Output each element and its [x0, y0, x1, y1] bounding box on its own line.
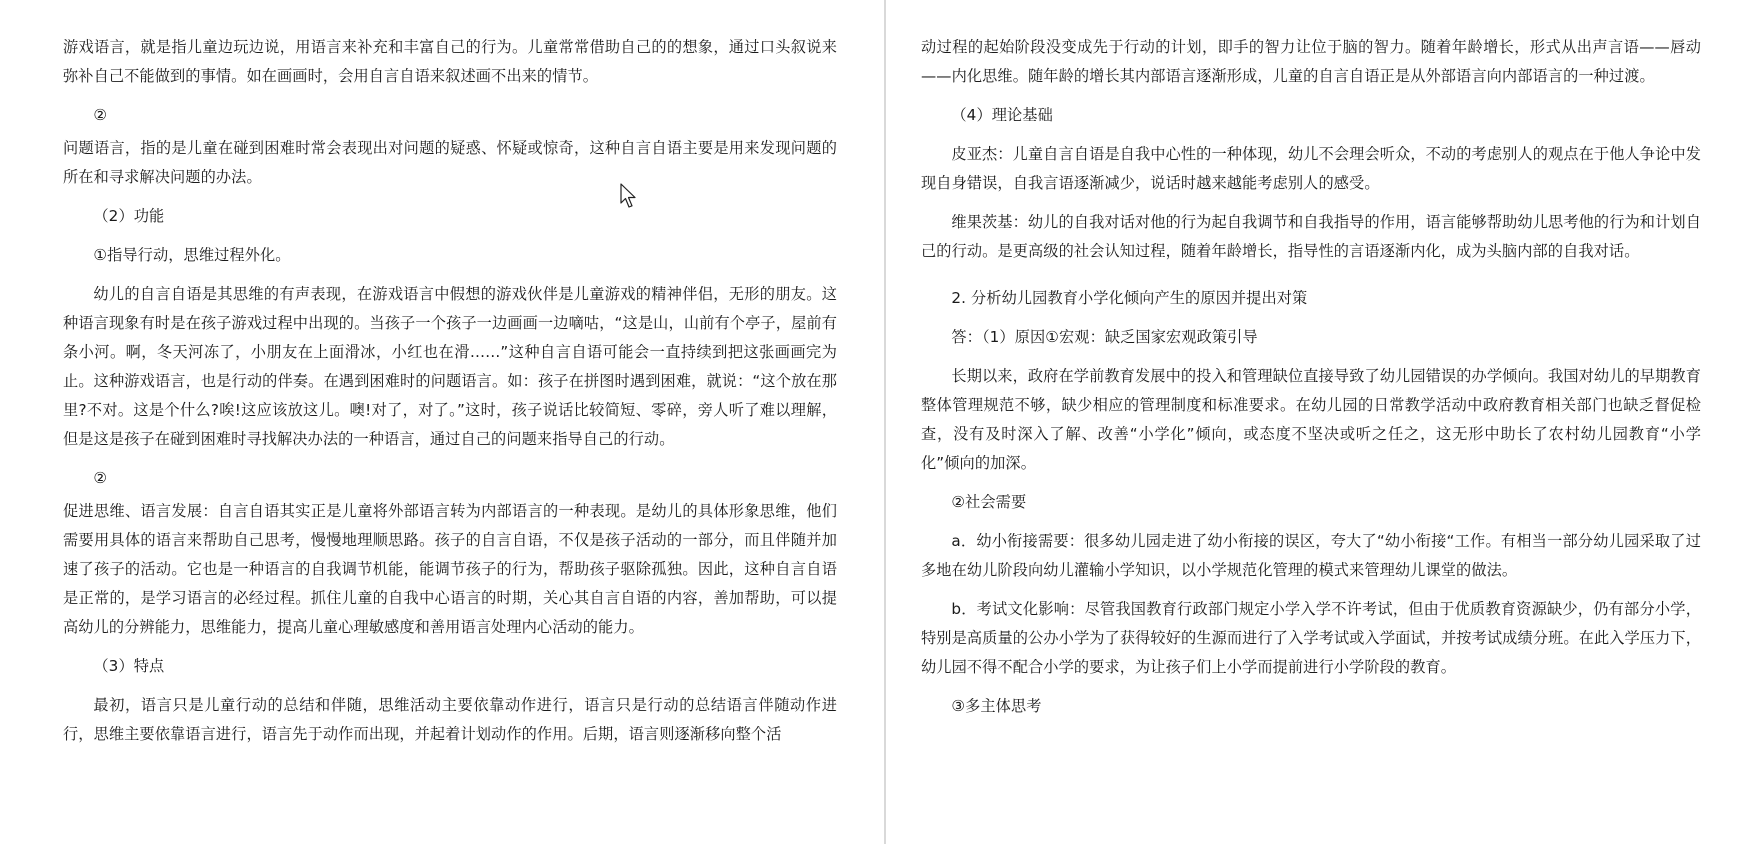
- paragraph-promote-thinking: 促进思维、语言发展：自言自语其实正是儿童将外部语言转为内部语言的一种表现。是幼儿的具体形象思维，他们需要用具体的语言来帮助自己思考，慢慢地理顺思路。孩子的自言自语，不仅是孩子活动的一部分，而且伴随并加速了孩子的活动。它也是一种语言的自我调节机能，能调节孩子的行为，帮助孩子驱除孤独。因此，这种自言自语是正常的，是学习语言的必经过程。抓住儿童的自我中心语言的时期，关心其自言自语的内容，善加帮助，可以提高幼儿的分辨能力，思维能力，提高儿童心理敏感度和善用语言处理内心活动的能力。: [63, 502, 837, 636]
- subheading-guide-action: ①指导行动，思维过程外化。: [93, 246, 291, 264]
- list-marker: ②: [93, 106, 108, 124]
- paragraph-government-policy: 长期以来，政府在学前教育发展中的投入和管理缺位直接导致了幼儿园错误的办学倾向。我国对幼儿的早期教育整体管理规范不够，缺少相应的管理制度和标准要求。在幼儿园的日常教学活动中政府教育相关部门也缺乏督促检查，没有及时深入了解、改善“小学化”倾向，或态度不坚决或听之任之，这无形中助长了农村幼儿园教育“小学化”倾向的加深。: [921, 367, 1701, 472]
- paragraph-self-talk-expression: 幼儿的自言自语是其思维的有声表现，在游戏语言中假想的游戏伙伴是儿童游戏的精神伴侣，无形的朋友。这种语言现象有时是在孩子游戏过程中出现的。当孩子一个孩子一边画画一边嘀咕，“这是山，山前有个亭子，屋前有条小河。啊，冬天河冻了，小朋友在上面滑冰，小红也在滑……”这种自言自语可能会一直持续到把这张画画完为止。这种游戏语言，也是行动的伴奏。在遇到困难时的问题语言。如：孩子在拼图时遇到困难，就说：“这个放在那里?不对。这是个什么?唉!这应该放这儿。噢!对了，对了。”这时，孩子说话比较简短、零碎，旁人听了难以理解，但是这是孩子在碰到困难时寻找解决办法的一种语言，通过自己的问题来指导自己的行动。: [63, 285, 837, 448]
- subheading-social-needs: ②社会需要: [951, 493, 1027, 511]
- paragraph-activity-planning: 动过程的起始阶段没变成先于行动的计划，即手的智力让位于脑的智力。随着年龄增长，形式从出声言语——唇动——内化思维。随年龄的增长其内部语言逐渐形成，儿童的自言自语正是从外部语言向内部语言的一种过渡。: [921, 38, 1701, 85]
- document-page-right: [886, 0, 1760, 844]
- paragraph-piaget: 皮亚杰：儿童自言自语是自我中心性的一种体现，幼儿不会理会听众，不动的考虑别人的观点在于他人争论中发现自身错误，自我言语逐渐减少，说话时越来越能考虑别人的感受。: [921, 145, 1701, 192]
- paragraph-game-language: 游戏语言，就是指儿童边玩边说，用语言来补充和丰富自己的行为。儿童常常借助自己的的想象，通过口头叙说来弥补自己不能做到的事情。如在画画时，会用自言自语来叙述画不出来的情节。: [63, 38, 837, 85]
- paragraph-initial-language: 最初，语言只是儿童行动的总结和伴随，思维活动主要依靠动作进行，语言只是行动的总结语言伴随动作进行，思维主要依靠语言进行，语言先于动作而出现，并起着计划动作的作用。后期，语言则逐渐移向整个活: [63, 696, 837, 743]
- section-heading-theory: （4）理论基础: [951, 106, 1053, 124]
- text-column-left: [63, 33, 837, 759]
- text-column-right: [921, 33, 1701, 731]
- paragraph-exam-culture: b．考试文化影响：尽管我国教育行政部门规定小学入学不许考试，但由于优质教育资源缺少，仍有部分小学，特别是高质量的公办小学为了获得较好的生源而进行了入学考试或入学面试，并按考试成绩分班。在此入学压力下，幼儿园不得不配合小学的要求，为让孩子们上小学而提前进行小学阶段的教育。: [921, 600, 1701, 676]
- paragraph-problem-language: 问题语言，指的是儿童在碰到困难时常会表现出对问题的疑惑、怀疑或惊奇，这种自言自语主要是用来发现问题的所在和寻求解决问题的办法。: [63, 139, 837, 186]
- answer-heading-causes: 答：（1）原因①宏观：缺乏国家宏观政策引导: [951, 328, 1258, 346]
- list-marker: ②: [93, 469, 108, 487]
- section-heading-function: （2）功能: [93, 207, 165, 225]
- paragraph-vygotsky: 维果茨基：幼儿的自我对话对他的行为起自我调节和自我指导的作用，语言能够帮助幼儿思考他的行为和计划自己的行动。是更高级的社会认知过程，随着年龄增长，指导性的言语逐渐内化，成为头脑内部的自我对话。: [921, 213, 1701, 260]
- paragraph-transition-needs: a．幼小衔接需要：很多幼儿园走进了幼小衔接的误区，夸大了“幼小衔接“工作。有相当一部分幼儿园采取了过多地在幼儿阶段向幼儿灌输小学知识，以小学规范化管理的模式来管理幼儿课堂的做法。: [921, 532, 1701, 579]
- section-heading-features: （3）特点: [93, 657, 165, 675]
- mouse-pointer-icon: [620, 183, 638, 209]
- subheading-multi-subject: ③多主体思考: [951, 697, 1042, 715]
- question-heading-2: 2. 分析幼儿园教育小学化倾向产生的原因并提出对策: [951, 289, 1308, 307]
